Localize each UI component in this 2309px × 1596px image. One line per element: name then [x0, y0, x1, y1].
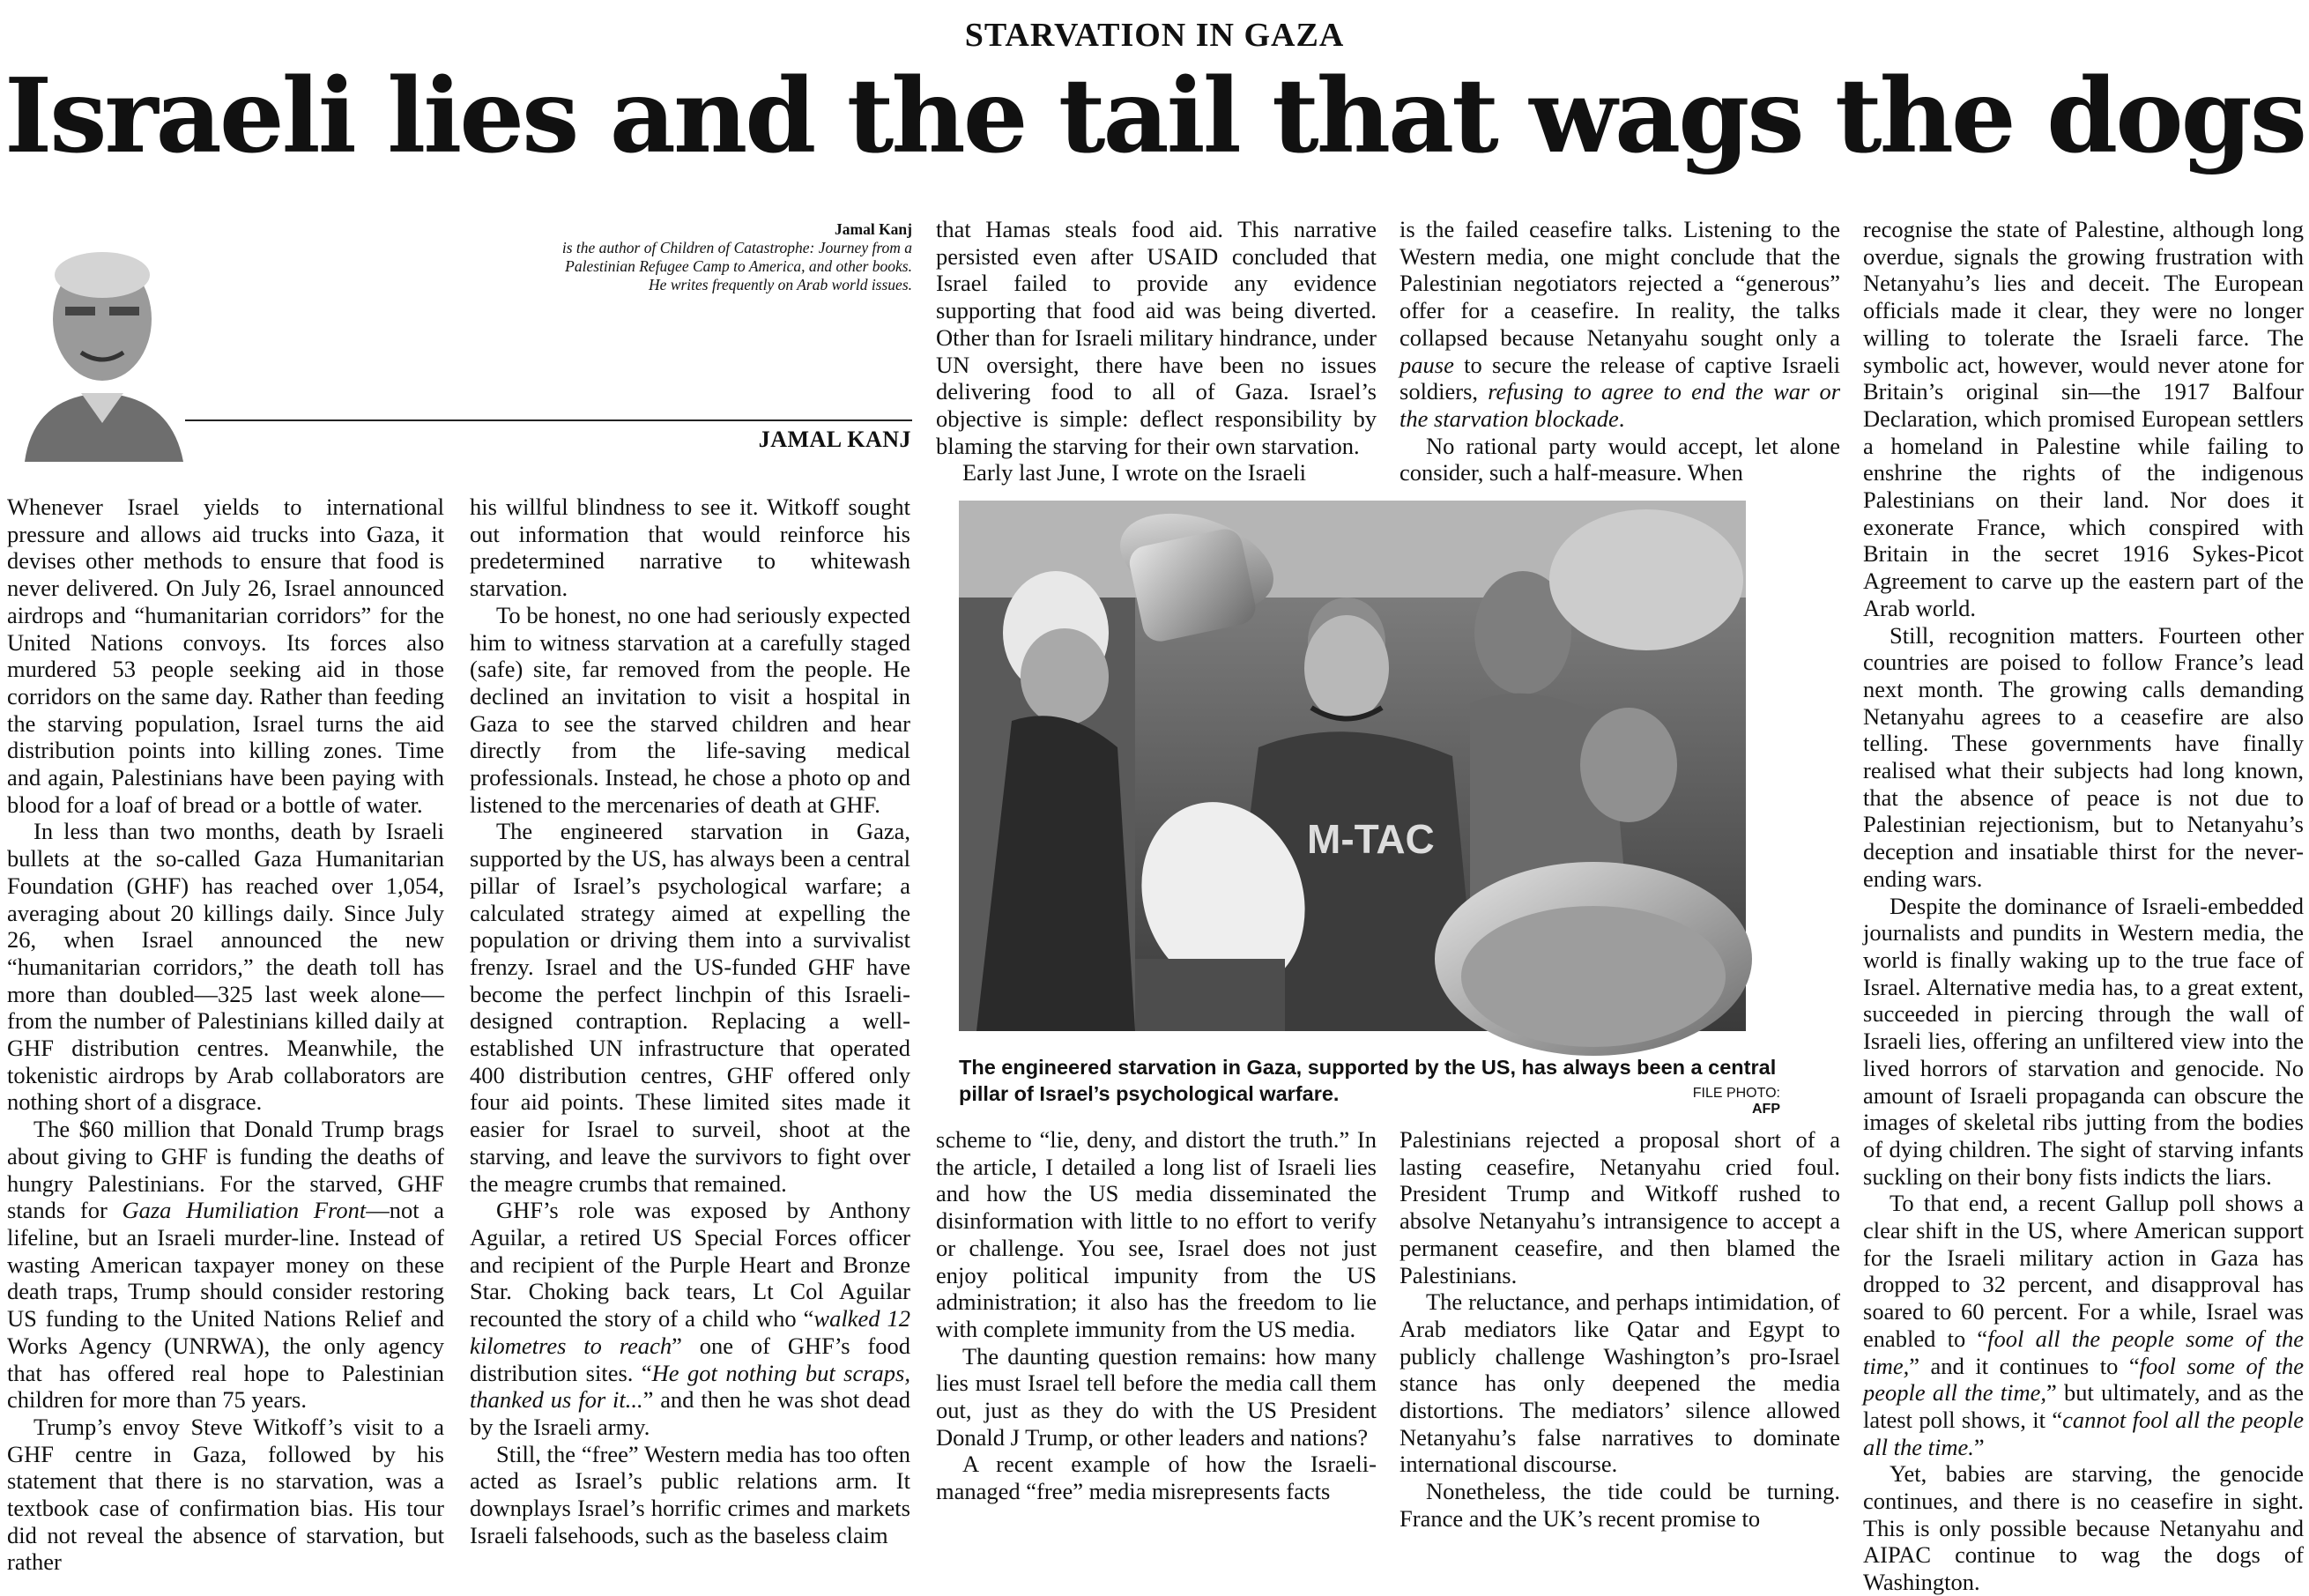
photo-credit-source: AFP — [1752, 1102, 1780, 1117]
paragraph — [1863, 893, 2304, 1191]
photo-caption: The engineered starvation in Gaza, supported by the US, has always been a central pillar of Israel’s psychological warfare. — [959, 1056, 1777, 1105]
paragraph — [1863, 622, 2304, 893]
article-column-4-top — [1400, 216, 1841, 486]
text: In less than two months, death by Israeli bullets at the so-called Gaza Humanitarian Foundation (GHF) has reached over 1,054, averaging about 20 killings daily. Since July 26, when Israel announced the new “humanitarian corridors,” the death toll has more than doubled—325 last week alone—from the number of Palestinians killed daily at GHF distribution centres. Meanwhile, the tokenistic airdrops by Arab collaborators are nothing short of a disgrace. — [7, 818, 444, 1116]
text: ” and then he was shot dead by the Israeli army. — [470, 1386, 910, 1440]
text: The engineered starvation in Gaza, supported by the US, has always been a central pillar of Israel’s psychological warfare; a calculated strategy aimed at expelling the population or driving them into a survivalist frenzy. Israel and the US-funded GHF have become the perfect linchpin of this Israeli-designed contraption. Replacing a well-established UN infrastructure that operated 400 distribution centres, GHF offered only four aid points. These limited sites made it easier for Israel to surveil, shoot at the starving, and leave the survivors to fight over the meagre crumbs that remained. — [470, 818, 910, 1197]
paragraph — [936, 1451, 1377, 1504]
text: To be honest, no one had seriously expected him to witness starvation at a carefully staged (safe) site, far removed from the people. He declined an invitation to visit a hospital in Gaza to see the starved children and hear directly from the life-saving medical professionals. Instead, he chose a photo op and listened to the mercenaries of death at GHF. — [470, 601, 910, 818]
text: —not a lifeline, but an Israeli murder-line. Instead of wasting American taxpayer money on these death traps, Trump should consider restoring US funding to the United Nations Relief and Works Agency (UNRWA), the only agency that has offered real hope to Palestinian children for more than 75 years. — [7, 1197, 445, 1414]
text: recognise the state of Palestine, although long overdue, signals the growing frustration with Netanyahu’s lies and deceit. The European officials made it clear, they were no longer willing to tolerate the Israeli farce. The symbolic act, however, would never atone for Britain’s original sin—the 1917 Balfour Declaration, which promised European settlers a homeland in Palestine while failing to enshrine the rights of the indigenous Palestinians on their land. Nor does it exonerate France, which conspired with Britain in the secret 1916 Sykes-Picot Agreement to carve up the eastern part of the Arab world. — [1863, 216, 2304, 621]
text: Despite the dominance of Israeli-embedded journalists and pundits in Western media, the world is finally waking up to the true face of Israel. Alternative media has, to a great extent, succeeded in piercing through the wall of Israeli lies, offering an unfiltered view into the lived horrors of starvation and genocide. No amount of Israeli propaganda can obscure the images of skeletal ribs jutting from the bodies of dying children. The sight of starving infants suckling on their bony fists indicts the liars. — [1863, 892, 2304, 1190]
author-name-small: Jamal Kanj — [835, 220, 912, 238]
italic-text: fool all the people some of the time, — [1863, 1325, 2304, 1379]
text: Early last June, I wrote on the Israeli — [962, 459, 1307, 486]
byline-rule — [185, 419, 912, 421]
text: to secure the release of captive Israeli soldiers, — [1400, 351, 1840, 405]
author-photo — [7, 220, 192, 462]
text: The reluctance, and perhaps intimidation, of Arab mediators like Qatar and Egypt to publicly challenge Washington’s pro-Israel stance has only deepened the media distortions. The mediators’ silence allowed Netanyahu’s false narratives to dominate international discourse. — [1400, 1288, 1840, 1478]
italic-text: walked 12 kilometres to reach — [470, 1305, 910, 1359]
italic-text: fool some of the people all the time, — [1863, 1352, 2304, 1407]
text: A recent example of how the Israeli-managed “free” media misrepresents facts — [936, 1451, 1377, 1505]
paragraph — [936, 459, 1377, 486]
paragraph — [7, 494, 444, 818]
text: To that end, a recent Gallup poll shows a clear shift in the US, where American support for the Israeli military action in Gaza has dropped to 32 percent, and disapproval has soared to 60 percent. For a while, Israel was enabled to “ — [1863, 1190, 2304, 1352]
byline: JAMAL KANJ — [758, 427, 911, 452]
text: is the failed ceasefire talks. Listening to the Western media, one might conclude that the Palestinian negotiators rejected a “generous” offer for a ceasefire. In reality, the talks collapsed because Netanyahu sought only a — [1400, 216, 1840, 351]
paragraph — [1863, 1460, 2304, 1596]
text: Nonetheless, the tide could be turning. France and the UK’s recent promise to — [1400, 1478, 1840, 1532]
paragraph — [470, 1197, 910, 1440]
text: Palestinians rejected a proposal short of a lasting ceasefire, Netanyahu cried foul. President Trump and Witkoff rushed to absolve Netanyahu’s intransigence to accept a permanent ceasefire, and then blamed the Palestinians. — [1400, 1126, 1840, 1288]
photo-credit-label: FILE PHOTO: — [1692, 1086, 1780, 1101]
text: ” — [1973, 1433, 1985, 1460]
italic-text: Gaza Humiliation Front — [122, 1197, 367, 1224]
text: ” and it continues to “ — [1909, 1352, 2140, 1379]
italic-text: refusing to agree to end the war or the starvation blockade — [1400, 378, 1841, 432]
paragraph — [470, 1441, 910, 1549]
news-photo — [959, 501, 1746, 1031]
author-bio-line: He writes frequently on Arab world issues. — [649, 276, 912, 293]
paragraph — [936, 1343, 1377, 1451]
article-column-3-top — [936, 216, 1377, 486]
text: ” one of GHF’s food distribution sites. “ — [470, 1332, 910, 1386]
paragraph — [1400, 1288, 1840, 1478]
shirt-text: M-TAC — [1307, 816, 1435, 862]
author-bio — [264, 220, 912, 294]
text: Whenever Israel yields to international pressure and allows aid trucks into Gaza, it devises other methods to ensure that food is never delivered. On July 26, Israel announced airdrops and “humanitarian corridors” for the United Nations convoys. Its forces also murdered 53 people seeking aid in those corridors on the same day. Rather than feeding the starving population, Israel turns the aid distribution points into killing zones. Time and again, Palestinians have been paying with blood for a loaf of bread or a bottle of water. — [7, 494, 444, 818]
headline: Israeli lies and the tail that wags the dogs — [4, 56, 2305, 176]
paragraph — [936, 1126, 1377, 1343]
paragraph — [1400, 216, 1840, 433]
italic-text: pause — [1400, 351, 1454, 378]
author-bio-line: is the author of Children of Catastrophe: Journey from a — [561, 239, 912, 256]
paragraph — [7, 1116, 444, 1414]
text: ” but ultimately, and as the latest poll shows, it “ — [1863, 1379, 2304, 1433]
text: The daunting question remains: how many lies must Israel tell before the media call them out, just as they do with the US President Donald J Trump, or other leaders and nations? — [936, 1342, 1377, 1451]
paragraph — [7, 1414, 444, 1576]
text: . — [1618, 405, 1625, 432]
article-column-4-bottom — [1400, 1126, 1840, 1532]
paragraph — [1863, 216, 2304, 622]
text: Yet, babies are starving, the genocide continues, and there is no ceasefire in sight. This is only possible because Netanyahu and AIPAC continue to wag the dogs of Washington. — [1863, 1460, 2304, 1596]
text: Still, the “free” Western media has too often acted as Israel’s public relations arm. It downplays Israel’s horrific crimes and markets Israeli falsehoods, such as the baseless claim — [470, 1440, 910, 1548]
italic-text: cannot fool all the people all the time. — [1863, 1406, 2304, 1460]
text: that Hamas steals food aid. This narrative persisted even after USAID concluded that Israel failed to provide any evidence supporting that food aid was being diverted. Other than for Israeli military hindrance, under UN oversight, there have been no issues delivering food to all of Gaza. Israel’s objective is simple: deflect responsibility by blaming the starving for their own starvation. — [936, 216, 1377, 459]
paragraph — [7, 818, 444, 1116]
text: No rational party would accept, let alone consider, such a half-measure. When — [1400, 432, 1840, 486]
paragraph — [1400, 1478, 1840, 1532]
paragraph — [470, 602, 910, 819]
paragraph — [1863, 1190, 2304, 1460]
paragraph — [470, 818, 910, 1197]
paragraph — [1400, 433, 1840, 486]
article-column-3-bottom — [936, 1126, 1377, 1507]
photo-credit — [1674, 1086, 1780, 1117]
text: his willful blindness to see it. Witkoff sought out information that would reinforce his predetermined narrative to whitewash starvation. — [470, 494, 910, 602]
text: Still, recognition matters. Fourteen other countries are poised to follow France’s lead next month. The growing calls demanding Netanyahu agrees to a ceasefire are also telling. These governments have finally realised what their subjects had long known, that the absence of peace is not due to Palestinian rejectionism, but to Netanyahu’s deception and insatiable thirst for the never-ending wars. — [1863, 621, 2304, 892]
paragraph — [936, 216, 1377, 459]
text: GHF’s role was exposed by Anthony Aguilar, a retired US Special Forces officer and recipient of the Purple Heart and Bronze Star. Choking back tears, Lt Col Aguilar recounted the story of a child who “ — [470, 1197, 910, 1332]
article-column-2 — [470, 494, 910, 1548]
section-kicker: STARVATION IN GAZA — [964, 17, 1345, 54]
paragraph — [1400, 1126, 1840, 1288]
author-bio-line: Palestinian Refugee Camp to America, and other books. — [565, 257, 912, 275]
paragraph — [470, 494, 910, 602]
article-column-5 — [1863, 216, 2304, 1596]
text: scheme to “lie, deny, and distort the truth.” In the article, I detailed a long list of Israeli lies and how the US media disseminated the disinformation with little to no effort to verify or challenge. You see, Israel does not just enjoy political impunity from the US administration; it also has the freedom to lie with complete immunity from the US media. — [936, 1126, 1377, 1342]
article-column-1 — [7, 494, 445, 1576]
text: The $60 million that Donald Trump brags about giving to GHF is funding the deaths of hungry Palestinians. For the starved, GHF stands for — [7, 1116, 444, 1224]
italic-text: He got nothing but scraps, thanked us for it... — [470, 1359, 910, 1414]
text: Trump’s envoy Steve Witkoff’s visit to a GHF centre in Gaza, followed by his statement that there is no starvation, was a textbook case of confirmation bias. His tour did not reveal the absence of starvation, but rather — [7, 1413, 444, 1576]
